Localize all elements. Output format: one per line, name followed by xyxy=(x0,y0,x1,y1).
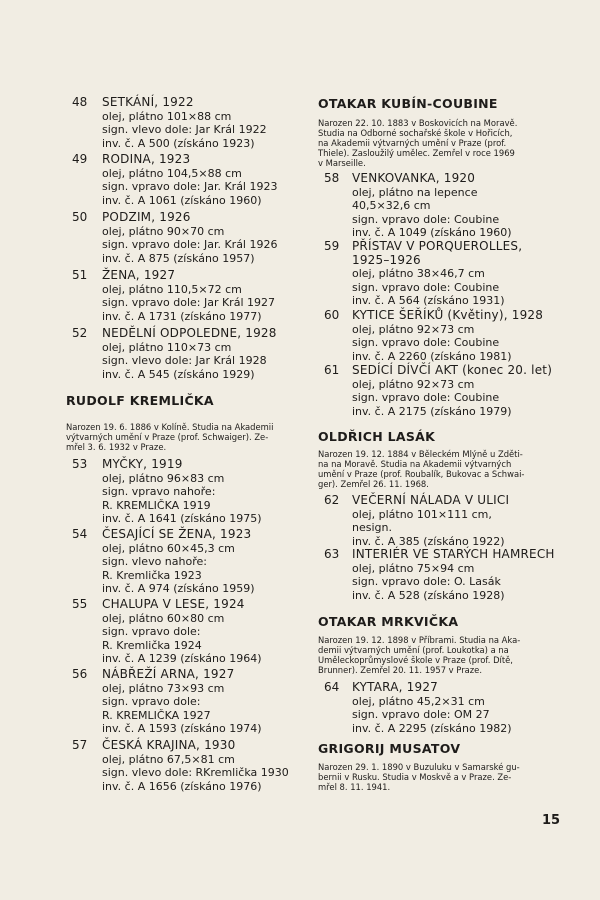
entry-inventory: inv. č. A 1593 (získáno 1974) xyxy=(102,722,262,735)
entry-medium: olej, plátno 96×83 cm xyxy=(102,471,225,485)
entry-inventory: inv. č. A 500 (získáno 1923) xyxy=(102,136,255,150)
entry-title: KYTARA, 1927 xyxy=(352,680,439,694)
entry-inventory: inv. č. A 2295 (získáno 1982) xyxy=(352,721,512,735)
entry-title: ČESKÁ KRAJINA, 1930 xyxy=(102,738,236,752)
entry-number: 54 xyxy=(72,527,88,541)
entry-number: 53 xyxy=(72,457,88,471)
artist-bio-lasak: Narozen 19. 12. 1884 v Běleckém Mlýně u Zděti- na na Moravě. Studia na Akademii výtvarných umění v Praze (prof. Roubalík, Bukovac a Schwai- ger). Zemřel 26. 11. 1968. xyxy=(318,449,525,489)
entry-number: 61 xyxy=(324,363,340,377)
entry-signature: sign. vlevo dole: RKremlička 1930 xyxy=(102,766,289,779)
entry-number: 59 xyxy=(324,239,340,253)
entry-title: VENKOVANKA, 1920 xyxy=(352,171,476,185)
entry-signature: sign. vpravo nahoře: xyxy=(102,485,216,498)
entry-inventory: inv. č. A 974 (získáno 1959) xyxy=(102,582,255,595)
entry-number: 64 xyxy=(324,680,340,694)
entry-title: PŘÍSTAV V PORQUEROLLES, xyxy=(352,239,523,253)
entry-title-cont: 1925–1926 xyxy=(352,252,421,267)
artist-heading-coubine: OTAKAR KUBÍN-COUBINE xyxy=(318,96,498,111)
entry-medium: olej, plátno 73×93 cm xyxy=(102,681,225,695)
entry-inventory: inv. č. A 564 (získáno 1931) xyxy=(352,294,505,307)
entry-medium: olej, plátno 110×73 cm xyxy=(102,340,232,354)
entry-signature: sign. vpravo dole: xyxy=(102,625,201,638)
entry-signature: sign. vpravo dole: Coubine xyxy=(352,391,500,404)
entry-inventory: inv. č. A 875 (získáno 1957) xyxy=(102,251,255,265)
entry-number: 56 xyxy=(72,667,88,681)
entry-inventory: inv. č. A 1641 (získáno 1975) xyxy=(102,512,262,525)
entry-inventory: inv. č. A 1061 (získáno 1960) xyxy=(102,193,262,207)
entry-inventory: inv. č. A 1239 (získáno 1964) xyxy=(102,652,262,665)
artist-heading-kremlicka: RUDOLF KREMLIČKA xyxy=(66,393,214,408)
entry-inventory: inv. č. A 2175 (získáno 1979) xyxy=(352,404,512,418)
entry-signature-text: R. Kremlička 1923 xyxy=(102,568,202,582)
entry-signature-text: R. KREMLIČKA 1919 xyxy=(102,498,211,512)
entry-signature: nesign. xyxy=(352,521,392,534)
entry-signature: sign. vpravo dole: xyxy=(102,695,201,708)
entry-signature-text: R. Kremlička 1924 xyxy=(102,638,202,652)
entry-title: ČESAJÍCÍ SE ŽENA, 1923 xyxy=(102,527,252,541)
artist-bio-kremlicka: Narozen 19. 6. 1886 v Kolíně. Studia na Akademii výtvarných umění v Praze (prof. Schwaiger). Ze- mřel 3. 6. 1932 v Praze. xyxy=(66,422,274,452)
entry-number: 57 xyxy=(72,738,88,752)
entry-number: 58 xyxy=(324,171,340,185)
entry-title: INTERIÉR VE STARÝCH HAMRECH xyxy=(352,547,555,561)
entry-signature-text: R. KREMLIČKA 1927 xyxy=(102,708,211,722)
entry-title: VEČERNÍ NÁLADA V ULICI xyxy=(352,493,510,507)
entry-signature: sign. vpravo dole: O. Lasák xyxy=(352,575,501,588)
entry-medium: olej, plátno 101×88 cm xyxy=(102,109,232,123)
entry-inventory: inv. č. A 1656 (získáno 1976) xyxy=(102,779,262,793)
entry-title: SEDÍCÍ DÍVČÍ AKT (konec 20. let) xyxy=(352,363,553,377)
entry-inventory: inv. č. A 528 (získáno 1928) xyxy=(352,588,505,602)
entry-signature: sign. vlevo nahoře: xyxy=(102,555,207,568)
entry-medium: olej, plátno 92×73 cm xyxy=(352,377,475,391)
entry-medium: olej, plátno 75×94 cm xyxy=(352,561,475,575)
artist-bio-mrkvicka: Narozen 19. 12. 1898 v Příbrami. Studia na Aka- demii výtvarných umění (prof. Loukotka) a na Uměleckoprůmyslové škole v Praze (prof. Dítě, Brunner). Zemřel 20. 11. 1957 v Praze. xyxy=(318,635,521,675)
entry-number: 63 xyxy=(324,547,340,561)
entry-medium: olej, plátno 60×45,3 cm xyxy=(102,541,235,555)
entry-signature: sign. vlevo dole: Jar Král 1928 xyxy=(102,354,267,367)
entry-signature: sign. vpravo dole: Jar Král 1927 xyxy=(102,296,275,309)
entry-number: 49 xyxy=(72,152,88,166)
artist-heading-musatov: GRIGORIJ MUSATOV xyxy=(318,741,461,756)
entry-number: 51 xyxy=(72,268,88,282)
artist-heading-lasak: OLDŘICH LASÁK xyxy=(318,429,436,444)
entry-signature: sign. vpravo dole: Coubine xyxy=(352,336,500,349)
entry-signature: sign. vpravo dole: Jar. Král 1923 xyxy=(102,180,278,193)
entry-medium: olej, plátno 101×111 cm, xyxy=(352,507,492,521)
entry-inventory: inv. č. A 2260 (získáno 1981) xyxy=(352,349,512,363)
entry-number: 50 xyxy=(72,210,88,224)
entry-signature: sign. vlevo dole: Jar Král 1922 xyxy=(102,123,267,136)
entry-title: CHALUPA V LESE, 1924 xyxy=(102,597,245,611)
entry-medium: olej, plátno 45,2×31 cm xyxy=(352,694,485,708)
artist-heading-mrkvicka: OTAKAR MRKVIČKA xyxy=(318,614,459,629)
entry-title: NEDĚLNÍ ODPOLEDNE, 1928 xyxy=(102,326,277,340)
entry-number: 52 xyxy=(72,326,88,340)
artist-bio-musatov: Narozen 29. 1. 1890 v Buzuluku v Samarské gu- bernii v Rusku. Studia v Moskvě a v Praze. Ze- mřel 8. 11. 1941. xyxy=(318,762,520,792)
entry-signature: sign. vpravo dole: Jar. Král 1926 xyxy=(102,238,278,251)
artist-bio-coubine: Narozen 22. 10. 1883 v Boskovicích na Moravě. Studia na Odborné sochařské škole v Hořicích, na Akademii výtvarných umění v Praze (prof. Thiele). Zasloužilý umělec. Zemřel v roce 1969 v Marseille. xyxy=(318,118,518,168)
entry-inventory: inv. č. A 1731 (získáno 1977) xyxy=(102,309,262,323)
entry-medium: olej, plátno 104,5×88 cm xyxy=(102,166,242,180)
entry-title: SETKÁNÍ, 1922 xyxy=(102,95,194,109)
entry-number: 60 xyxy=(324,308,340,322)
entry-signature: sign. vpravo dole: Coubine xyxy=(352,280,500,294)
entry-title: KYTICE ŠEŘÍKŮ (Květiny), 1928 xyxy=(352,308,544,322)
entry-signature: sign. vpravo dole: OM 27 xyxy=(352,708,490,721)
entry-signature: sign. vpravo dole: Coubine xyxy=(352,212,500,226)
entry-title: ŽENA, 1927 xyxy=(102,268,176,282)
entry-inventory: inv. č. A 545 (získáno 1929) xyxy=(102,367,255,381)
page-number: 15 xyxy=(542,813,561,828)
entry-title: PODZIM, 1926 xyxy=(102,210,191,224)
entry-medium: olej, plátno 90×70 cm xyxy=(102,224,225,238)
entry-number: 55 xyxy=(72,597,88,611)
entry-inventory: inv. č. A 1049 (získáno 1960) xyxy=(352,226,512,239)
entry-medium: olej, plátno na lepence xyxy=(352,185,478,199)
entry-title: RODINA, 1923 xyxy=(102,152,191,166)
entry-title: NÁBŘEŽÍ ARNA, 1927 xyxy=(102,667,235,681)
entry-medium: olej, plátno 92×73 cm xyxy=(352,322,475,336)
entry-medium: olej, plátno 38×46,7 cm xyxy=(352,267,485,280)
entry-number: 62 xyxy=(324,493,340,507)
entry-medium: olej, plátno 67,5×81 cm xyxy=(102,752,235,766)
entry-title: MYČKY, 1919 xyxy=(102,457,183,471)
entry-inventory: inv. č. A 385 (získáno 1922) xyxy=(352,534,505,548)
entry-medium: olej, plátno 110,5×72 cm xyxy=(102,282,242,296)
entry-medium: olej, plátno 60×80 cm xyxy=(102,611,225,625)
entry-dimensions: 40,5×32,6 cm xyxy=(352,199,431,212)
entry-number: 48 xyxy=(72,95,88,109)
